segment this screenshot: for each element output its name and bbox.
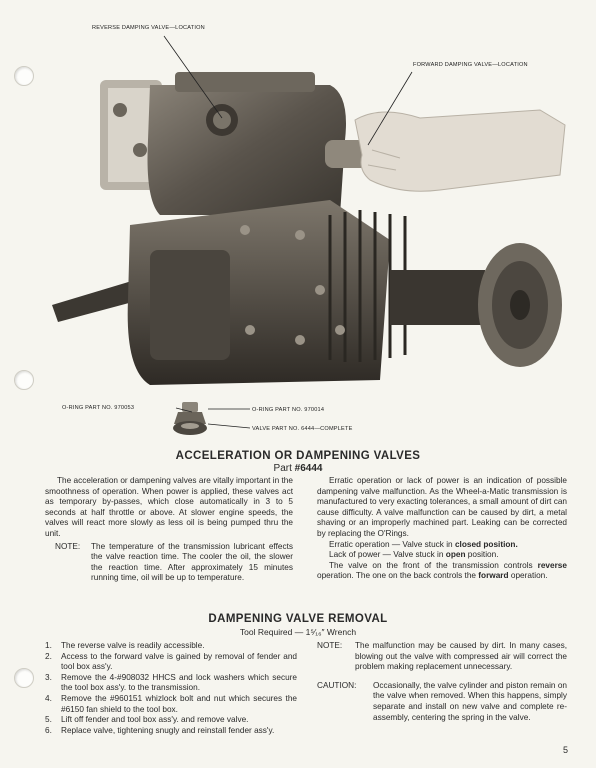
steps-list (45, 641, 297, 736)
section-title-removal: DAMPENING VALVE REMOVAL (208, 613, 388, 625)
step-number: 4. (45, 693, 52, 703)
section1-left-column (45, 476, 293, 584)
step-text: Access to the forward valve is gained by removal of fender and tool box ass'y. (61, 651, 297, 672)
removal-step (45, 652, 297, 673)
callout-valve-6444: VALVE PART NO. 6444—COMPLETE (252, 426, 353, 432)
part-number-heading (0, 463, 596, 474)
removal-note-label: NOTE: (317, 641, 343, 650)
step-number: 5. (45, 715, 52, 725)
removal-step (45, 694, 297, 715)
removal-step (45, 673, 297, 694)
callout-oring-970053: O-RING PART NO. 970053 (62, 405, 135, 411)
binder-hole-bottom (14, 668, 34, 688)
caution-label: CAUTION: (317, 680, 357, 690)
section1-right-column (317, 476, 567, 582)
acceleration-note (45, 542, 293, 584)
malfunction-paragraph: Erratic operation or lack of power is an indication of possible dampening valve malfunction. As the Wheel-a-Matic transmission is manufactured to very exacting tolerances, a small amount of dirt can cause difficulty. A valve malfunction can be caused by dirt, a metal shaving or an improperly machined part. Leaking can be corrected by replacing the O'Rings. (317, 476, 567, 538)
front-valve-paragraph: The valve on the front of the transmission controls reverse operation. The one on the back controls the forward operation. (317, 560, 567, 581)
step-text: Remove the 4-#908032 HHCS and lock washers which secure the tool box ass'y. to the transmission. (61, 672, 297, 693)
callout-oring-970014: O-RING PART NO. 970014 (252, 407, 325, 413)
callout-forward-valve: FORWARD DAMPING VALVE—LOCATION (413, 62, 528, 68)
note-text: The temperature of the transmission lubricant effects the valve reaction time. The cooler the oil, the slower the reaction time. After approximately 15 minutes running time, oil will be up to temperature. (91, 541, 293, 583)
note-label: NOTE: (55, 541, 81, 551)
removal-note-text: The malfunction may be caused by dirt. In many cases, blowing out the valve with compressed air will correct the problem making replacement unnecessary. (355, 641, 567, 672)
step-text: The reverse valve is readily accessible. (61, 641, 205, 650)
step-number: 3. (45, 672, 52, 682)
caution-note (317, 681, 567, 723)
part-prefix: Part (273, 463, 295, 474)
section-title-acceleration: ACCELERATION OR DAMPENING VALVES (175, 450, 421, 462)
step-text: Lift off fender and tool box ass'y. and remove valve. (61, 715, 249, 725)
removal-step (45, 715, 297, 726)
step-text: Remove the #960151 whizlock bolt and nut which secures the #6150 fan shield to the tool box. (61, 693, 297, 714)
step-number: 6. (45, 725, 52, 735)
section2-right-column (317, 641, 567, 723)
removal-steps (45, 641, 297, 736)
removal-step (45, 726, 297, 737)
removal-step (45, 641, 297, 652)
part-number: #6444 (294, 463, 323, 474)
step-number: 2. (45, 651, 52, 661)
tool-required: Tool Required — 1⁵⁄₁₆″ Wrench (239, 627, 357, 637)
erratic-operation-line: Erratic operation — Valve stuck in closed position. (329, 539, 518, 549)
page-number: 5 (562, 745, 568, 755)
step-number: 1. (45, 641, 52, 650)
acceleration-paragraph: The acceleration or dampening valves are vitally important in the smoothness of operation. When power is applied, these valves act as temporary by-passes, which close automatically in 3 to 5 seconds at half throttle or above. At slower engine speeds, the valves will react more slowly as less oil is being pumped thru the unit. (45, 476, 293, 538)
caution-text: Occasionally, the valve cylinder and piston remain on the valve when removed. When this happens, simply separate and install on new valve and complete re-assembly, centering the spring in the valve. (373, 680, 567, 722)
callout-reverse-valve: REVERSE DAMPING VALVE—LOCATION (92, 25, 205, 31)
lack-of-power-line: Lack of power — Valve stuck in open position. (329, 550, 499, 560)
step-text: Replace valve, tightening snugly and reinstall fender ass'y. (61, 725, 275, 735)
removal-note (317, 641, 567, 673)
